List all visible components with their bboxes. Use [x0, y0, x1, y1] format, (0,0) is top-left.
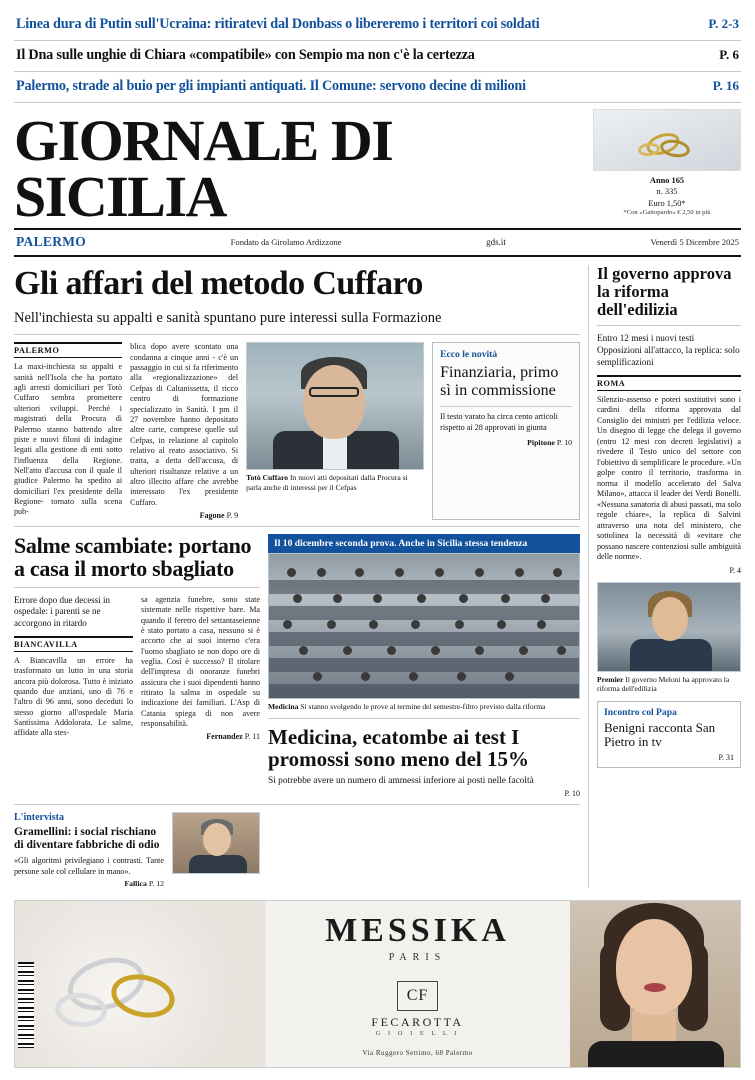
- meloni-photo-caption: [597, 675, 741, 694]
- masthead-side: [593, 109, 741, 218]
- caption-text: Il governo Meloni ha approvato la riforma dell'edilizia: [597, 674, 730, 694]
- byline-name: Fallica: [124, 879, 147, 889]
- lead-byline[interactable]: [130, 511, 238, 520]
- caption-name: Medicina: [268, 702, 299, 712]
- divider: [597, 325, 741, 326]
- byline-page: P. 9: [226, 511, 239, 521]
- governo-kicker: ROMA: [597, 375, 741, 391]
- teaser-page: P. 6: [719, 47, 739, 62]
- ad-address: Via Ruggero Settimo, 68 Palermo: [362, 1048, 473, 1057]
- byline-page: P. 11: [244, 732, 260, 742]
- masthead-anno: Anno 165: [649, 176, 685, 185]
- masthead-numero: n. 335: [656, 187, 678, 197]
- teaser-text: Linea dura di Putin sull'Ucraina: ritiratevi dal Donbass o libereremo i territori coi soldati: [16, 16, 540, 32]
- divider: [14, 804, 580, 805]
- lead-text-1: La maxi-inchiesta su appalti e sanità nell'Isola che ha portato agli arresti domiciliari per Totò Cuffaro sembra promettere ulteriori sviluppi. Perché i magistrati della Procura di Palermo stanno battendo altre piste e nuovi filoni di indagine legati alla gestione di enti sotto l'influenza della Regione. Nell'atto d'accusa con il quale il giudice Palermo ha spedito ai domiciliari l'ex presidente della Regione- tornato sulla scena pub-: [14, 362, 123, 517]
- salme-columns: [14, 595, 260, 742]
- lead-article: [14, 342, 580, 520]
- papa-box-kicker: Incontro col Papa: [604, 706, 677, 718]
- box-note: Il testo varato ha circa cento articoli rispetto ai 28 approvati in giunta: [440, 406, 572, 433]
- ad-brand-name: MESSIKA: [325, 911, 510, 949]
- main-subhead: Nell'inchiesta su appalti e sanità spuntano pure interessi sulla Formazione: [14, 310, 442, 327]
- cuffaro-photo-caption: [246, 473, 424, 492]
- medicina-sub: Si potrebbe avere un numero di ammessi inferiore ai posti nelle facoltà: [268, 775, 534, 786]
- byline-page: P. 12: [148, 879, 164, 889]
- caption-text: In nuovi atti depositati dalla Procura si parla anche di interessi per il Cefpas: [246, 473, 408, 492]
- salme-sub: Errore dopo due decessi in ospedale: i parenti se ne accorgono in ritardo: [14, 594, 110, 629]
- lead-column-2: [130, 342, 238, 520]
- box-byline[interactable]: [440, 438, 572, 447]
- divider: [14, 587, 260, 588]
- gramellini-photo: [172, 812, 260, 874]
- ad-retailer-monogram: CF: [397, 981, 439, 1011]
- intervista-quote: «Gli algoritmi privilegiano i contrasti. Tante persone sole col cellulare in mano».: [14, 856, 164, 876]
- masthead-promo-image: [593, 109, 741, 171]
- medicina-article: [268, 534, 580, 798]
- ad-retailer-logo: [371, 981, 463, 1037]
- teaser-text: Il Dna sulle unghie di Chiara «compatibile» con Sempio ma non c'è la certezza: [16, 47, 475, 63]
- edition-city: PALERMO: [16, 234, 87, 250]
- masthead: [14, 108, 741, 229]
- finanziaria-box[interactable]: [432, 342, 580, 520]
- masthead-meta: [593, 175, 741, 218]
- salme-byline[interactable]: [141, 732, 260, 741]
- caption-text: Si stanno svolgendo le prove al termine del semestre-filtro previsto dalla riforma: [300, 702, 546, 712]
- byline-name: Pipitone: [527, 437, 555, 447]
- lead-column-1: [14, 342, 122, 520]
- governo-headline[interactable]: Il governo approva la riforma dell'edilizia: [597, 264, 732, 319]
- intervista-article: [14, 812, 260, 888]
- right-column: [588, 265, 741, 888]
- lead-kicker: PALERMO: [14, 342, 122, 358]
- ad-center: [265, 901, 570, 1067]
- salme-text-1: A Biancavilla un errore ha trasformato un lutto in una storia ancora più dolorosa. Tutto è iniziato quando due anziani, uno di 76 e l'altro di 96 anni, sono deceduti lo stesso giorno all'ospedale Maria Santissima Addolorata. Le salme, affidate alla stes-: [14, 655, 133, 738]
- medicina-headline[interactable]: Medicina, ecatombe ai test I promossi sono meno del 15%: [268, 724, 529, 772]
- byline-name: Fagone: [199, 511, 225, 521]
- salme-col-1: [14, 595, 133, 742]
- intervista-text: [14, 812, 164, 888]
- governo-page: P. 4: [729, 565, 741, 575]
- papa-box[interactable]: [597, 701, 741, 768]
- teaser-page: P. 16: [712, 78, 739, 93]
- meloni-photo: [597, 582, 741, 672]
- intervista-kicker: L'intervista: [14, 811, 64, 823]
- salme-text-2: sa agenzia funebre, sono state sistemate nelle rispettive bare. Ma quando il feretro del settantaseienne è stato portato a casa, nessuno si è accorto che ai suoi interno c'era l'uomo sbagliato se non dopo ore di veglia. Così è successo? Il titolare dell'impresa di onoranze funebri assicura che i suoi dipendenti hanno ritirato la salma in ospedale su indicazione dei familiari. L'Asp di Catania spiega di non avere responsabilità.: [141, 594, 260, 729]
- main-headline[interactable]: Gli affari del metodo Cuffaro: [14, 265, 423, 303]
- barcode-bars: [18, 962, 34, 1048]
- teaser-text: Palermo, strade al buio per gli impianti antiquati. Il Comune: servono decine di milioni: [16, 78, 526, 94]
- medicina-page: P. 10: [564, 788, 580, 798]
- teaser-item-2[interactable]: [14, 72, 741, 103]
- medicina-strip: Il 10 dicembre seconda prova. Anche in Sicilia stessa tendenza: [268, 534, 580, 553]
- barcode: [18, 962, 34, 1062]
- masthead-price: Euro 1,50*: [648, 198, 686, 208]
- caption-name: Totò Cuffaro: [246, 473, 289, 483]
- ad-model-photo: [570, 901, 740, 1067]
- byline-name: Fernandez: [206, 732, 243, 742]
- masthead-logo: GIORNALE DI SICILIA: [14, 108, 393, 229]
- box-title: Finanziaria, primo sì in commissione: [440, 364, 559, 400]
- teaser-item-0[interactable]: [14, 10, 741, 41]
- divider: [14, 526, 580, 527]
- lead-text-2: blica dopo avere scontato una condanna a cinque anni - c'è un passaggio in cui si fa riferimento alla «regionalizzazione» del Cefpas di Caltanissetta, il ricco centro di formazione specializzato in Sanità. I pm il 27 novembre hanno depositato altre carte, comprese quelle sul Cefpas, in relazione al capitolo relativo al reato associativo. Si tratta, a detta dell'accusa, di ulteriori risultanze relative a un altro illecito affare che avrebbe interessato l'ex presidente Cuffaro.: [130, 342, 239, 507]
- content-area: [14, 265, 741, 888]
- ad-brand-sub: PARIS: [388, 951, 447, 963]
- caption-name: Premier: [597, 674, 624, 684]
- issue-date: Venerdì 5 Dicembre 2025: [650, 237, 739, 248]
- masthead-info-bar: [14, 230, 741, 257]
- lead-photo-block: [246, 342, 424, 520]
- intervista-byline[interactable]: [14, 879, 164, 888]
- governo-sub: Entro 12 mesi i nuovi testi Opposizioni all'attacco, la replica: solo semplificazioni: [597, 332, 740, 367]
- ad-jewelry-image: [15, 901, 265, 1067]
- bottom-advertisement[interactable]: [14, 900, 741, 1068]
- medicina-photo-caption: [268, 702, 580, 711]
- cuffaro-photo: [246, 342, 424, 470]
- website-link[interactable]: gds.it: [486, 237, 506, 248]
- salme-col-2: [141, 595, 260, 742]
- byline-page: P. 10: [556, 437, 572, 447]
- papa-box-title: Benigni racconta San Pietro in tv: [604, 719, 716, 750]
- governo-body: Silenzio-assenso e poteri sostitutivi sono i cardini della riforma approvata dal Consiglio dei ministri per l'edilizia veloce. Un disegno di legge che delega il governo (entro 12 mesi con decreti legislativi) a rivedere il Testo unico del settore con l'obiettivo di semplificare le procedure. «Un golpe contro il territorio, trasforma in norma il modello accelerato del Salva Milano», attacca il leader dei Verdi Bonelli. «Nessuna sanatoria di abusi passati, ma solo regole chiare», la replica di Salvini attraverso una nota del ministero, che sottolinea la necessità di «evitare che possano nascere contenziosi sulle ambiguità delle norme».: [597, 394, 741, 562]
- ad-retailer-name: FECAROTTA: [371, 1014, 464, 1029]
- second-row: [14, 534, 580, 798]
- salme-kicker: BIANCAVILLA: [14, 636, 133, 652]
- left-column: [14, 265, 580, 888]
- box-kicker: Ecco le novità: [440, 349, 498, 361]
- top-teasers: [14, 0, 741, 103]
- ad-retailer-category: G I O I E L L I: [375, 1029, 460, 1037]
- divider: [14, 334, 580, 335]
- divider: [268, 718, 580, 719]
- founded-text: Fondato da Girolamo Ardizzone: [230, 237, 342, 248]
- teaser-page: P. 2-3: [708, 16, 739, 31]
- salme-article: [14, 534, 260, 798]
- masthead-price-note: *Con «Gattopardo» € 2,50 in più: [623, 209, 711, 217]
- medicina-photo: [268, 553, 580, 699]
- teaser-item-1[interactable]: [14, 41, 741, 72]
- intervista-title[interactable]: Gramellini: i social rischiano di diventare fabbriche di odio: [14, 825, 160, 852]
- salme-headline[interactable]: Salme scambiate: portano a casa il morto sbagliato: [14, 533, 252, 582]
- papa-box-page: P. 31: [718, 752, 734, 762]
